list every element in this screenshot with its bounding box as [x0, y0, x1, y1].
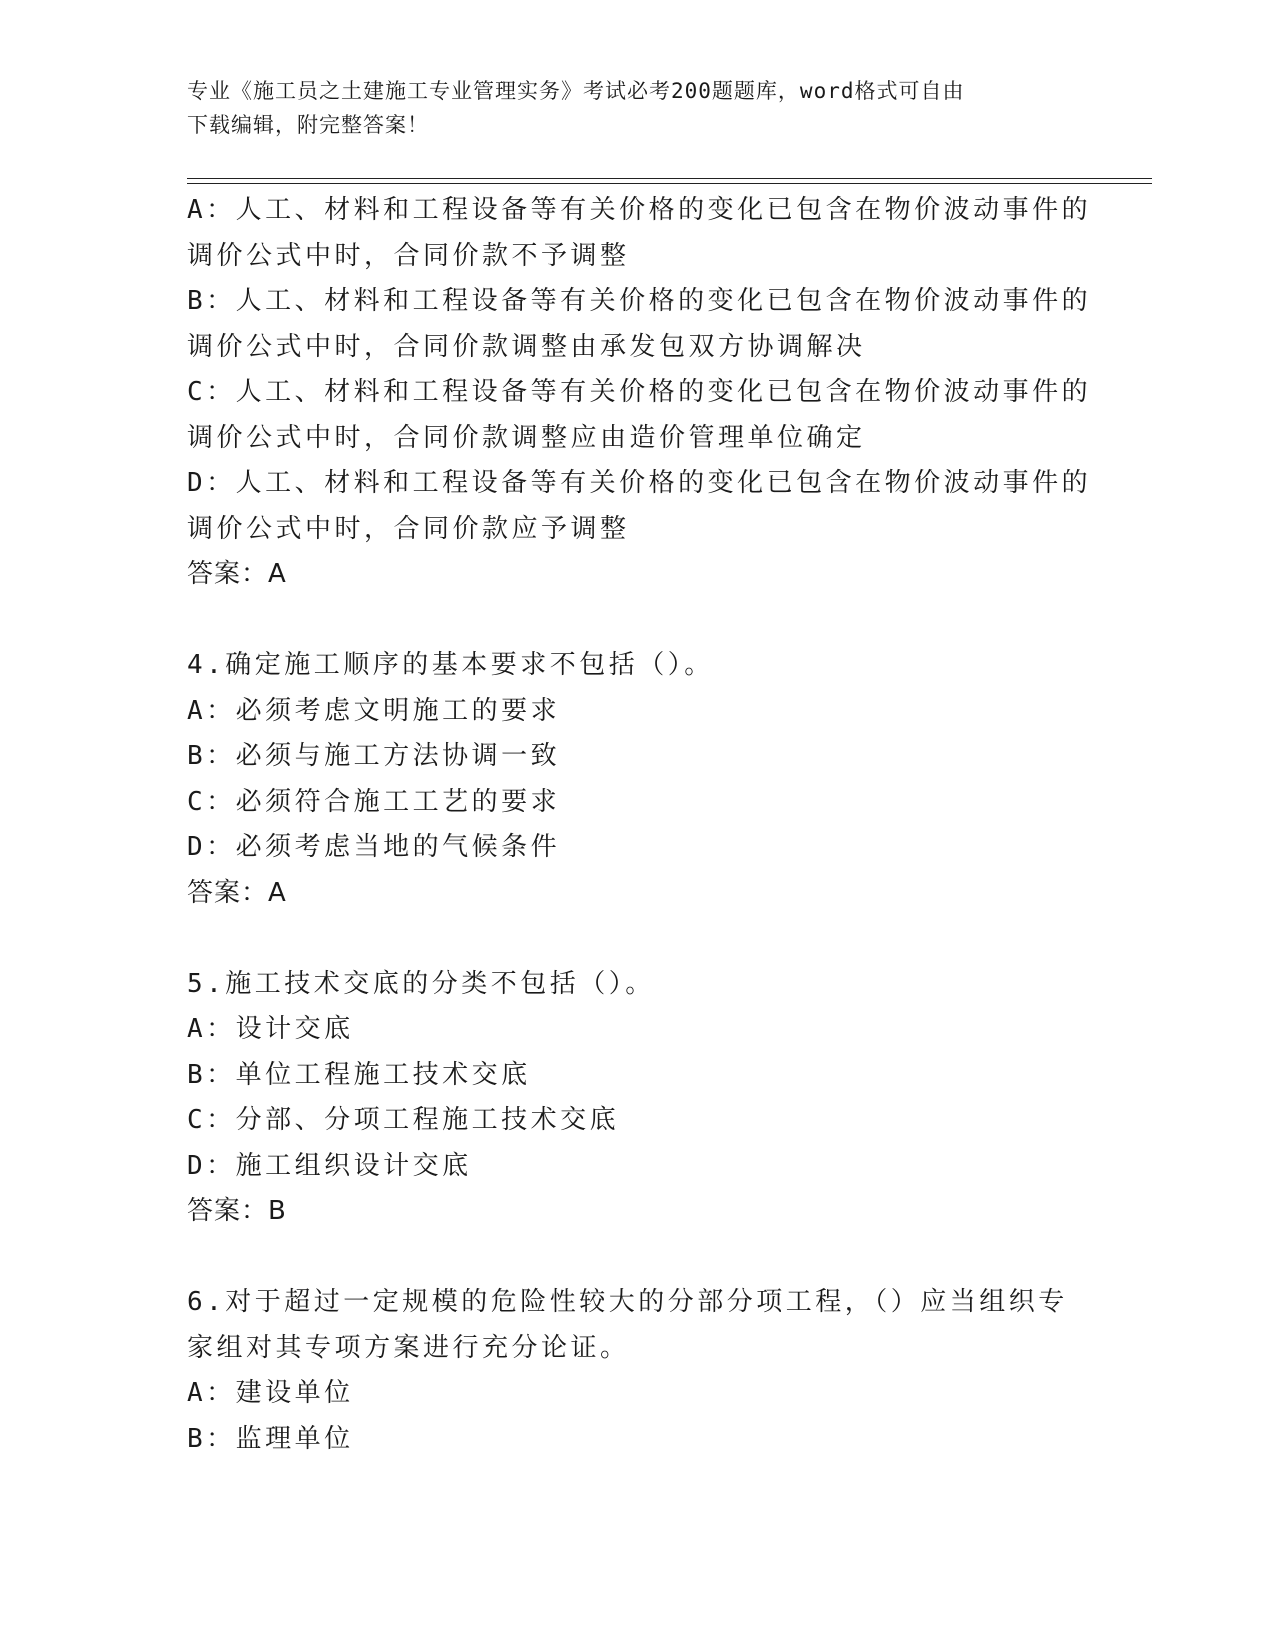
q4-option-a: A：必须考虑文明施工的要求 [187, 695, 561, 726]
q3-option-d-line1: D：人工、材料和工程设备等有关价格的变化已包含在物价波动事件的 [187, 468, 1092, 498]
question-content [187, 188, 1092, 1462]
q5-option-a: A：设计交底 [187, 1014, 354, 1044]
q5-option-b: B：单位工程施工技术交底 [187, 1059, 531, 1090]
header-line-1: 专业《施工员之土建施工专业管理实务》考试必考200题题库，word格式可自由 [187, 79, 965, 103]
q3-option-c-line1: C：人工、材料和工程设备等有关价格的变化已包含在物价波动事件的 [187, 377, 1092, 407]
q6-option-b: B：监理单位 [187, 1423, 354, 1454]
q3-option-b-line1: B：人工、材料和工程设备等有关价格的变化已包含在物价波动事件的 [187, 286, 1092, 316]
q4-option-c: C：必须符合施工工艺的要求 [187, 786, 561, 817]
q3-option-c-line2: 调价公式中时，合同价款调整应由造价管理单位确定 [187, 422, 866, 453]
header-rule-bottom [187, 183, 1152, 184]
q4-option-b: B：必须与施工方法协调一致 [187, 741, 561, 771]
q3-option-a-line1: A：人工、材料和工程设备等有关价格的变化已包含在物价波动事件的 [187, 195, 1092, 225]
q6-question-line1: 6.对于超过一定规模的危险性较大的分部分项工程，（）应当组织专 [187, 1287, 1068, 1317]
header-rule-top [187, 178, 1152, 179]
q4-answer: 答案：A [187, 877, 287, 908]
q5-answer: 答案：B [187, 1196, 287, 1226]
q5-option-c: C：分部、分项工程施工技术交底 [187, 1105, 620, 1135]
q3-option-d-line2: 调价公式中时，合同价款应予调整 [187, 513, 630, 544]
q5-question: 5.施工技术交底的分类不包括（）。 [187, 968, 655, 999]
q4-option-d: D：必须考虑当地的气候条件 [187, 832, 561, 862]
q4-question: 4.确定施工顺序的基本要求不包括（）。 [187, 650, 714, 680]
q5-option-d: D：施工组织设计交底 [187, 1150, 472, 1181]
q6-option-a: A：建设单位 [187, 1378, 354, 1408]
q6-question-line2: 家组对其专项方案进行充分论证。 [187, 1332, 630, 1363]
q3-answer: 答案：A [187, 559, 287, 589]
document-header [187, 74, 1087, 142]
q3-option-a-line2: 调价公式中时，合同价款不予调整 [187, 240, 630, 271]
q3-option-b-line2: 调价公式中时，合同价款调整由承发包双方协调解决 [187, 331, 866, 362]
header-line-2: 下载编辑，附完整答案！ [187, 113, 429, 137]
